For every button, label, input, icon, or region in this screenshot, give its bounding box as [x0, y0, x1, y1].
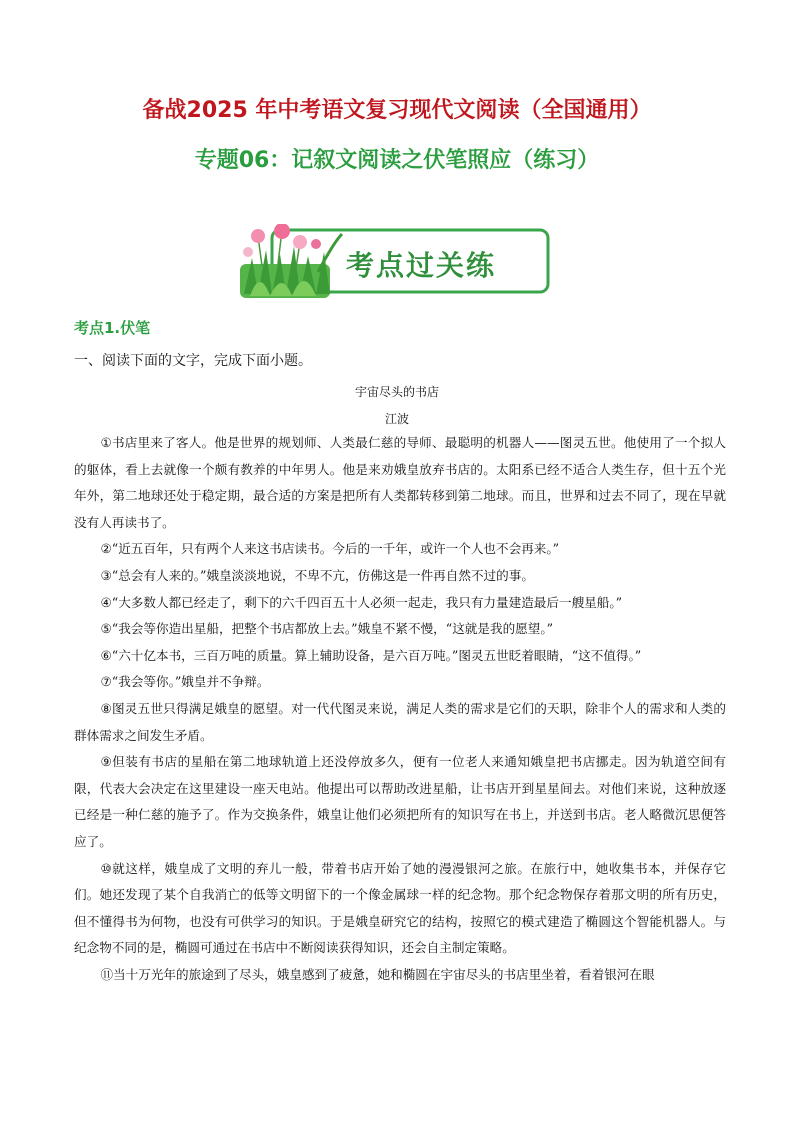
paragraph-text: “大多数人都已经走了，剩下的六千四百五十人必须一起走，我只有力量建造最后一艘星船。” [111, 594, 623, 610]
document-subtitle: 专题06：记叙文阅读之伏笔照应（练习） [194, 148, 600, 173]
paragraph-text: 图灵五世只得满足娥皇的愿望。对一代代图灵来说，满足人类的需求是它们的天职，除非个人的需求和人类的群体需求之间发生矛盾。 [74, 700, 726, 743]
paragraph-number: ⑥ [100, 647, 112, 663]
paragraph [74, 590, 726, 617]
paragraph [74, 563, 726, 590]
passage-author: 江波 [384, 412, 409, 426]
paragraph [74, 616, 726, 643]
paragraph-number: ④ [100, 594, 112, 610]
paragraph-number: ⑤ [100, 621, 112, 637]
banner-label: 考点过关练 [346, 249, 497, 282]
section-heading: 考点1.伏笔 [74, 319, 151, 337]
paragraph-number: ⑨ [100, 754, 113, 770]
question-instruction: 一、阅读下面的文字，完成下面小题。 [74, 353, 312, 369]
paragraph-number: ③ [100, 567, 112, 583]
paragraph-text: “总会有人来的。”娥皇淡淡地说，不卑不亢，仿佛这是一件再自然不过的事。 [111, 567, 534, 583]
passage-body [74, 430, 726, 988]
paragraph-text: “近五百年，只有两个人来这书店读书。今后的一千年，或许一个人也不会再来。” [111, 541, 560, 557]
section-banner [238, 224, 550, 300]
paragraph-text: “我会等你造出星船，把整个书店都放上去。”娥皇不紧不慢，“这就是我的愿望。” [111, 621, 554, 637]
paragraph-number: ⑪ [100, 966, 114, 982]
paragraph [74, 643, 726, 670]
paragraph-number: ⑩ [100, 860, 113, 876]
paragraph-number: ① [100, 435, 112, 450]
paragraph-number: ② [100, 541, 112, 557]
paragraph-text: “我会等你。”娥皇并不争辩。 [111, 674, 270, 690]
document-title: 备战2025 年中考语文复习现代文阅读（全国通用） [142, 98, 652, 123]
paragraph-number: ⑧ [100, 700, 112, 716]
paragraph [74, 536, 726, 563]
paragraph-number: ⑦ [100, 674, 112, 690]
paragraph-text: 但装有书店的星船在第二地球轨道上还没停放多久，便有一位老人来通知娥皇把书店挪走。因为轨道空间有限，代表大会决定在这里建设一座天电站。他提出可以帮助改进星船，让书店开到星星间去。对他们来说，这种放逐已经是一种仁慈的施予了。作为交换条件，娥皇让他们必须把所有的知识写在书上，并送到书店。老人略微沉思便答应了。 [74, 754, 726, 849]
paragraph-text: 当十万光年的旅途到了尽头，娥皇感到了疲惫，她和椭圆在宇宙尽头的书店里坐着，看着银河在眼 [113, 966, 655, 982]
paragraph [74, 430, 726, 536]
paragraph-text: “六十亿本书，三百万吨的质量。算上辅助设备，是六百万吨。”图灵五世眨着眼睛，“这不值得。” [111, 647, 642, 663]
paragraph [74, 749, 726, 855]
passage-title: 宇宙尽头的书店 [354, 385, 439, 399]
paragraph [74, 962, 726, 989]
paragraph [74, 696, 726, 749]
paragraph [74, 856, 726, 962]
paragraph-text: 就这样，娥皇成了文明的弃儿一般，带着书店开始了她的漫漫银河之旅。在旅行中，她收集书本，并保存它们。她还发现了某个自我消亡的低等文明留下的一个像金属球一样的纪念物。那个纪念物保存着那文明的所有历史，但不懂得书为何物，也没有可供学习的知识。于是娥皇研究它的结构，按照它的模式建造了椭圆这个智能机器人。与纪念物不同的是，椭圆可通过在书店中不断阅读获得知识，还会自主制定策略。 [74, 860, 726, 956]
paragraph [74, 669, 726, 696]
paragraph-text: 书店里来了客人。他是世界的规划师、人类最仁慈的导师、最聪明的机器人——图灵五世。他使用了一个拟人的躯体，看上去就像一个颇有教养的中年男人。他是来劝娥皇放弃书店的。太阳系已经不适合人类生存，但十五个光年外，第二地球还处于稳定期，最合适的方案是把所有人类都转移到第二地球。而且，世界和过去不同了，现在早就没有人再读书了。 [74, 435, 726, 530]
